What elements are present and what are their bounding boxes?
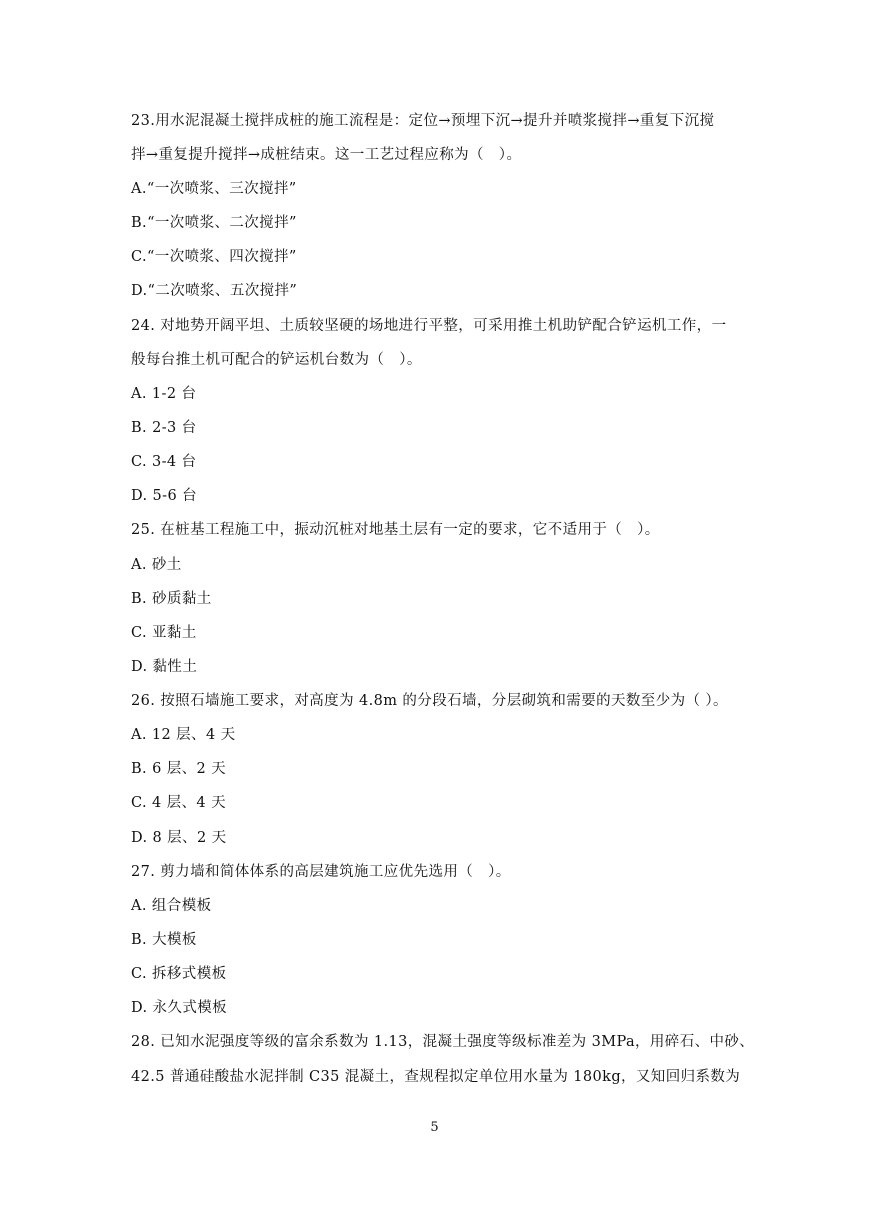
q23-option-c: C.“一次喷浆、四次搅拌”: [131, 249, 297, 265]
q25-option-c: C. 亚黏土: [131, 625, 197, 641]
q27-option-d: D. 永久式模板: [131, 1000, 228, 1016]
q27-stem: 27. 剪力墙和简体体系的高层建筑施工应优先选用（ ）。: [131, 864, 511, 880]
q25-option-a: A. 砂土: [131, 557, 182, 573]
q26-option-a: A. 12 层、4 天: [131, 727, 236, 743]
q23-option-d: D.“二次喷浆、五次搅拌”: [131, 283, 298, 299]
q28-stem-line-2: 42.5 普通硅酸盐水泥拌制 C35 混凝土，查规程拟定单位用水量为 180kg，又知回归系数为: [131, 1069, 741, 1085]
q25-stem: 25. 在桩基工程施工中，振动沉桩对地基土层有一定的要求，它不适用于（ ）。: [131, 522, 660, 538]
q23-option-a: A.“一次喷浆、三次搅拌”: [131, 181, 297, 197]
q23-stem-line-1: 23.用水泥混凝土搅拌成桩的施工流程是：定位→预埋下沉→提升并喷浆搅拌→重复下沉搅: [131, 113, 715, 129]
q24-option-c: C. 3-4 台: [131, 454, 197, 470]
q24-stem-line-1: 24. 对地势开阔平坦、土质较坚硬的场地进行平整，可采用推土机助铲配合铲运机工作，一: [131, 318, 727, 334]
q27-option-a: A. 组合模板: [131, 898, 212, 914]
q28-stem-line-1: 28. 已知水泥强度等级的富余系数为 1.13，混凝土强度等级标准差为 3MPa，用碎石、中砂、: [131, 1034, 755, 1050]
q27-option-b: B. 大模板: [131, 932, 197, 948]
q26-option-d: D. 8 层、2 天: [131, 830, 227, 846]
q26-stem: 26. 按照石墙施工要求，对高度为 4.8m 的分段石墙，分层砌筑和需要的天数至少为（ ）。: [131, 693, 728, 709]
q26-option-c: C. 4 层、4 天: [131, 795, 226, 811]
q24-option-b: B. 2-3 台: [131, 420, 197, 436]
page-number: 5: [430, 1120, 439, 1135]
q24-option-d: D. 5-6 台: [131, 488, 197, 504]
q26-option-b: B. 6 层、2 天: [131, 761, 227, 777]
q24-stem-line-2: 般每台推土机可配合的铲运机台数为（ ）。: [131, 352, 422, 368]
q25-option-d: D. 黏性土: [131, 659, 198, 675]
q24-option-a: A. 1-2 台: [131, 386, 197, 402]
q25-option-b: B. 砂质黏土: [131, 591, 212, 607]
q23-option-b: B.“一次喷浆、二次搅拌”: [131, 215, 297, 231]
q23-stem-line-2: 拌→重复提升搅拌→成桩结束。这一工艺过程应称为（ ）。: [131, 147, 522, 163]
q27-option-c: C. 拆移式模板: [131, 966, 227, 982]
